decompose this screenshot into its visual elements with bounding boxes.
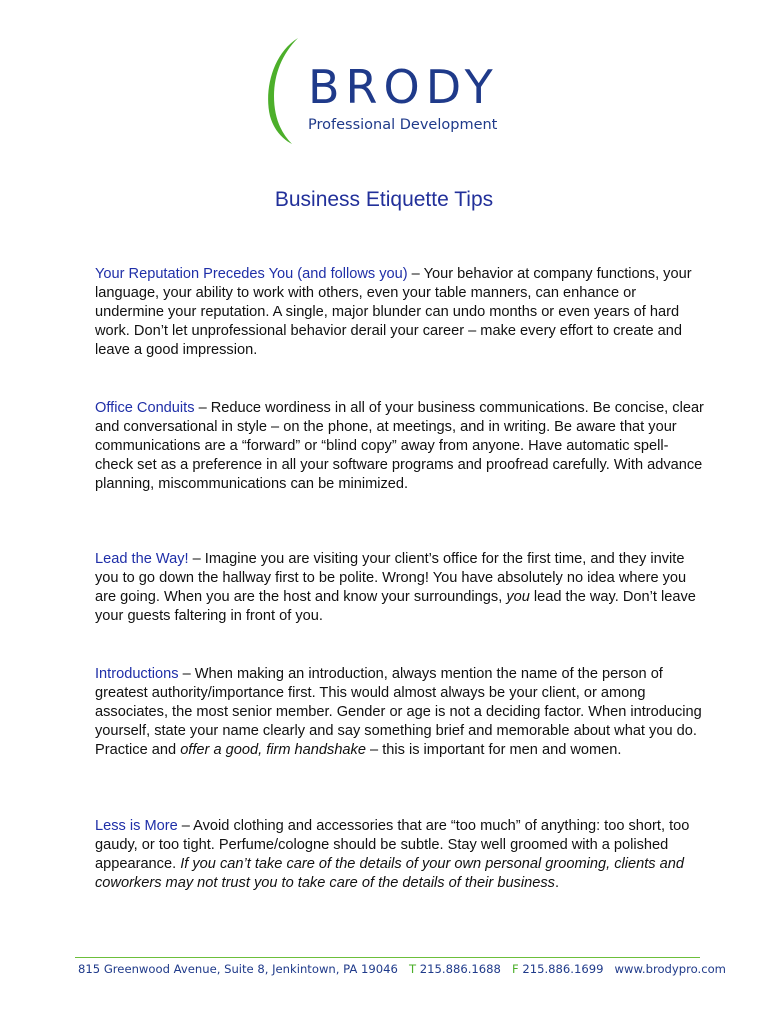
section-heading: Less is More xyxy=(95,818,178,834)
section-heading: Introductions xyxy=(95,666,179,682)
section-body: – Avoid clothing and accessories that are “too much” of anything: too short, too gaudy, or too tight. Perfume/cologne should be subtle. Stay well groomed with a polished appearance. xyxy=(95,818,690,872)
section-less-is-more xyxy=(95,817,705,893)
section-heading: Office Conduits xyxy=(95,400,195,416)
section-introductions xyxy=(95,665,705,760)
section-body-end: – this is important for men and women. xyxy=(365,742,622,758)
section-emphasis: If you can’t take care of the details of your own personal grooming, clients and coworkers may not trust you to take care of the details of their business xyxy=(95,856,684,891)
section-heading: Your Reputation Precedes You (and follows you) xyxy=(95,266,408,282)
section-lead-the-way xyxy=(95,550,705,626)
section-heading: Lead the Way! xyxy=(95,551,189,567)
footer-tel: 215.886.1688 xyxy=(419,962,501,976)
logo-name: BRODY xyxy=(308,60,499,114)
footer-website[interactable]: www.brodypro.com xyxy=(614,962,726,976)
footer-divider xyxy=(75,957,700,958)
section-body: – Reduce wordiness in all of your business communications. Be concise, clear and conversational in style – on the phone, at meetings, and in writing. Be aware that your communications are a “forward” or “blind copy” away from anyone. Have automatic spell-check set as a preference in all your software programs and proofread carefully. With advance planning, miscommunications can be minimized. xyxy=(95,400,704,492)
section-body: – Imagine you are visiting your client’s office for the first time, and they invite you to go down the hallway first to be polite. Wrong! You have absolutely no idea where you are going. When you are the host and know your surroundings, xyxy=(95,551,687,605)
section-body: – When making an introduction, always mention the name of the person of greatest authority/importance first. This would almost always be your client, or among associates, the most senior member. Gender or age is not a deciding factor. When introducing yourself, state your name clearly and say something brief and memorable about what you do. Practice and xyxy=(95,666,702,758)
footer-tel-label: T xyxy=(408,962,417,976)
footer-contact xyxy=(78,962,726,976)
page-title: Business Etiquette Tips xyxy=(274,188,494,211)
section-body-end: . xyxy=(554,875,559,891)
footer-fax-label: F xyxy=(511,962,519,976)
brody-logo xyxy=(262,36,522,146)
footer-fax: 215.886.1699 xyxy=(522,962,604,976)
footer-address: 815 Greenwood Avenue, Suite 8, Jenkintown, PA 19046 xyxy=(78,962,398,976)
section-body-end: lead the way. Don’t leave your guests faltering in front of you. xyxy=(95,589,696,624)
section-emphasis: offer a good, firm handshake xyxy=(180,742,366,758)
section-reputation xyxy=(95,265,705,360)
logo-subtitle: Professional Development xyxy=(308,117,498,133)
section-office-conduits xyxy=(95,399,705,494)
section-body: – Your behavior at company functions, your language, your ability to work with others, even your table manners, can enhance or undermine your reputation. A single, major blunder can undo months or even years of hard work. Don’t let unprofessional behavior derail your career – make every effort to create and leave a good impression. xyxy=(95,266,692,358)
logo-arc-icon xyxy=(262,36,302,146)
section-emphasis: you xyxy=(506,589,530,605)
